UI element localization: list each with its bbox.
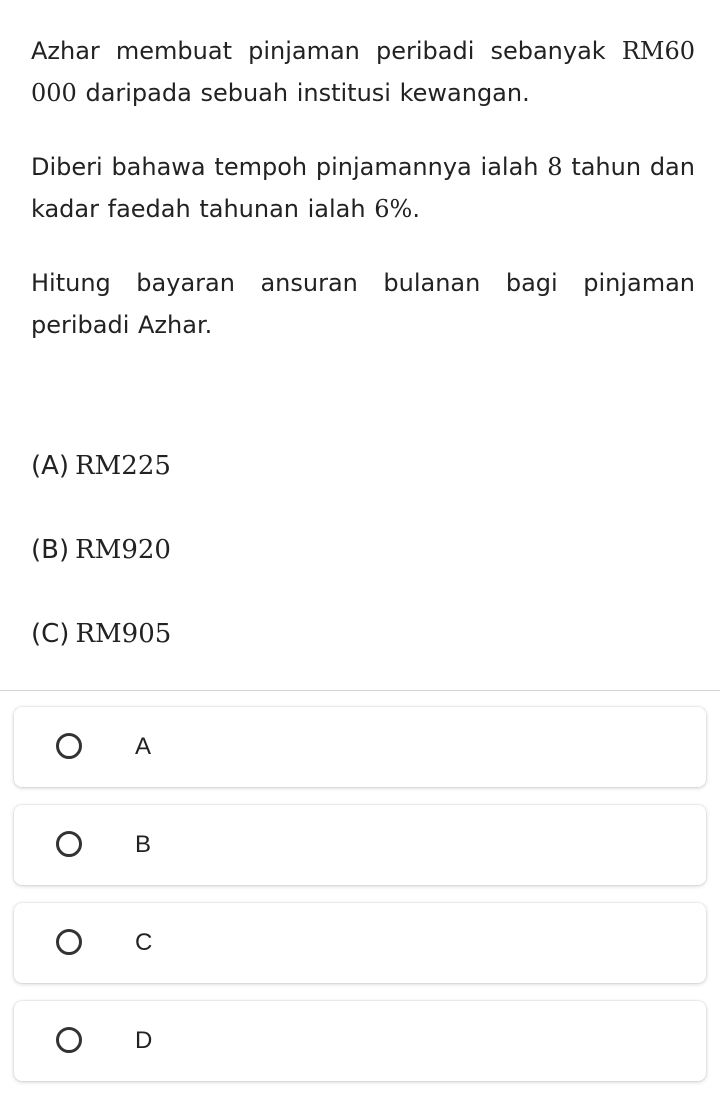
answer-choice-a[interactable]: [14, 707, 706, 787]
option-letter: (B): [31, 535, 70, 565]
option-value: RM225: [75, 451, 171, 481]
option-list: [31, 446, 171, 698]
option-b: [31, 530, 171, 570]
radio-circle-icon[interactable]: [56, 1027, 82, 1053]
question-paragraph-3: Hitung bayaran ansuran bulanan bagi pinjaman peribadi Azhar.: [31, 269, 695, 339]
answer-label: A: [135, 733, 152, 760]
question-paragraph-2: [31, 146, 695, 230]
answer-label: D: [135, 1027, 153, 1054]
option-letter: (A): [31, 451, 70, 481]
answer-choices: [14, 707, 706, 1099]
answer-label: B: [135, 831, 152, 858]
radio-circle-icon[interactable]: [56, 733, 82, 759]
question-text: [31, 30, 695, 346]
interest-rate: 6%: [374, 195, 413, 223]
question-text-segment: Azhar membuat pinjaman peribadi sebanyak: [31, 37, 606, 65]
question-paragraph-1: [31, 30, 695, 114]
option-c: [31, 614, 171, 654]
loan-period: 8: [547, 153, 563, 181]
option-value: RM920: [75, 535, 171, 565]
loan-amount: RM60 000: [31, 37, 695, 107]
question-text-segment: Diberi bahawa tempoh pinjamannya ialah: [31, 153, 539, 181]
option-a: [31, 446, 171, 486]
answer-choice-b[interactable]: [14, 805, 706, 885]
answer-choice-c[interactable]: [14, 903, 706, 983]
divider: [0, 690, 720, 691]
radio-circle-icon[interactable]: [56, 831, 82, 857]
question-text-segment: .: [412, 195, 420, 223]
question-text-segment: tahun dan kadar faedah tahunan ialah: [31, 153, 695, 223]
question-text-segment: daripada sebuah institusi kewangan.: [85, 79, 530, 107]
radio-circle-icon[interactable]: [56, 929, 82, 955]
option-value: RM905: [75, 619, 172, 649]
answer-choice-d[interactable]: [14, 1001, 706, 1081]
answer-label: C: [135, 929, 153, 956]
option-letter: (C): [31, 619, 70, 649]
